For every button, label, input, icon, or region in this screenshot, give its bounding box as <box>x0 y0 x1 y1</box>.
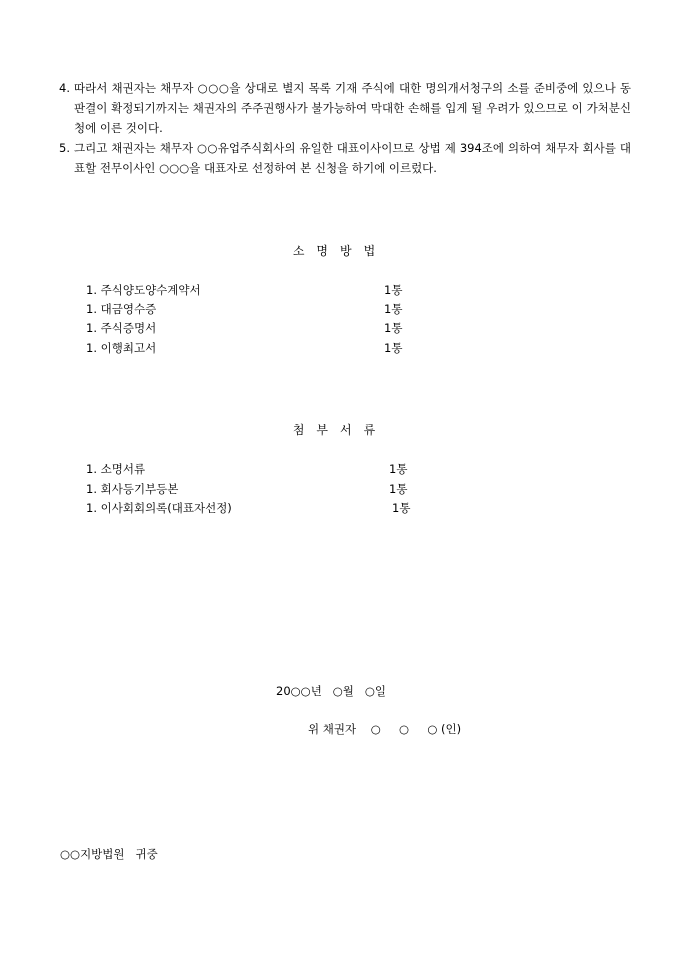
evidence-item-label: 1. 이행최고서 <box>86 341 157 355</box>
attachments-heading: 첨부서류 <box>292 423 388 437</box>
creditor-signature-line: 위 채권자 ○ ○ ○ (인) <box>308 722 462 736</box>
court-addressee: ○○지방법원 귀중 <box>60 847 158 861</box>
paragraph-number: 4. <box>59 81 70 95</box>
evidence-item-count: 1통 <box>384 283 403 297</box>
evidence-item-count: 1통 <box>384 341 403 355</box>
evidence-item-label: 1. 주식양도양수계약서 <box>86 283 201 297</box>
paragraph-text: 그리고 채권자는 채무자 ○○유업주식회사의 유일한 대표이사이므로 상법 제 394조에 의하여 채무자 회사를 대표할 전무이사인 ○○○을 대표자로 선정하여 본 신청을 하기에 이르렀다. <box>74 141 631 175</box>
paragraph-number: 5. <box>59 141 70 155</box>
attachment-item-label: 1. 회사등기부등본 <box>86 482 179 496</box>
evidence-heading: 소명방법 <box>292 244 388 258</box>
evidence-item-count: 1통 <box>384 302 403 316</box>
paragraph-text: 따라서 채권자는 채무자 ○○○을 상대로 별지 목록 기재 주식에 대한 명의개서청구의 소를 준비중에 있으나 동 판결이 확정되기까지는 채권자의 주주권행사가 불가능하여 막대한 손해를 입게 될 우려가 있으므로 이 가처분신청에 이른 것이다. <box>74 81 631 135</box>
paragraph-5 <box>59 138 631 178</box>
attachment-item-label: 1. 이사회회의록(대표자선정) <box>86 501 232 515</box>
filing-date: 20○○년 ○월 ○일 <box>276 684 387 698</box>
evidence-item-label: 1. 주식증명서 <box>86 321 157 335</box>
attachment-item-label: 1. 소명서류 <box>86 462 146 476</box>
paragraph-4 <box>59 78 631 138</box>
attachment-item-count: 1통 <box>389 482 408 496</box>
evidence-item-label: 1. 대금영수증 <box>86 302 157 316</box>
evidence-item-count: 1통 <box>384 321 403 335</box>
attachment-item-count: 1통 <box>389 462 408 476</box>
attachment-item-count: 1통 <box>392 501 411 515</box>
